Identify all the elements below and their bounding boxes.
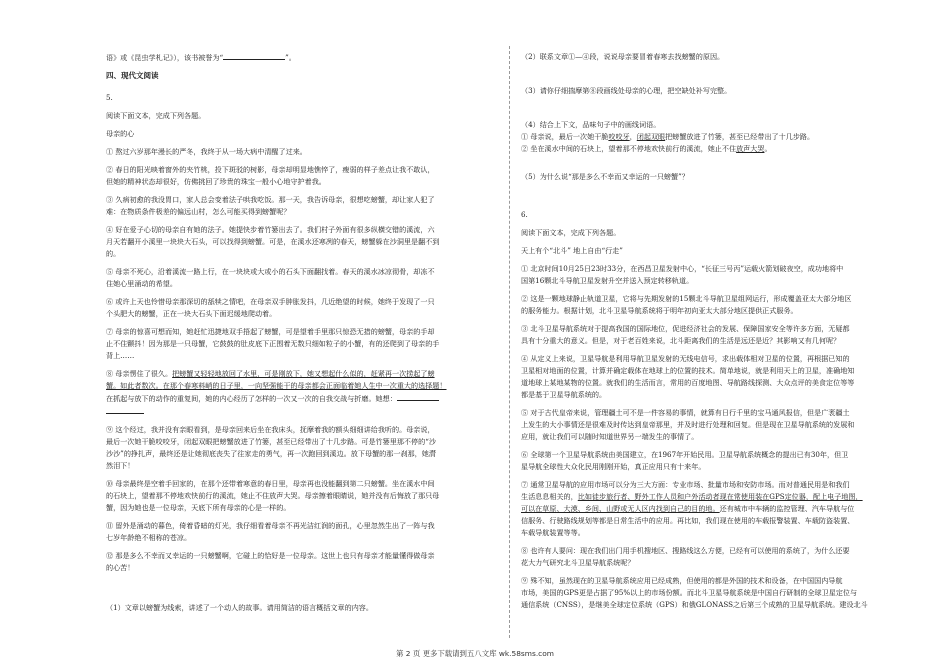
answer-blank[interactable] — [223, 51, 285, 60]
underlined-text: 在那个春寒料峭的日子里，一向坚强能干的母亲都会正面临着她人生中一次重大的选择题！ — [162, 381, 447, 390]
underlined-text: 把螃蟹又轻轻地放回了水里，可是刚放下，她又想起什么似的，赶紧再一次捞起了螃 — [172, 369, 435, 378]
article-title: 母亲的心 — [106, 129, 135, 138]
paragraph: 七岁年龄绝不相称的苍凉。 — [106, 533, 192, 542]
paragraph: 沙沙”的挣扎声，最终还是让她彻底丧失了往家走的勇气，再一次跑回到溪边。放下母蟹的那一刹那，她潸 — [106, 449, 436, 458]
sub-question: （1）文章以螃蟹为线索，讲述了一个动人的故事。请用简洁的语言概括文章的内容。 — [106, 603, 373, 612]
right-column — [521, 0, 911, 640]
paragraph: 的服务能力。根据计划，北斗卫星导航系统将于明年初向亚太大部分地区提供正式服务。 — [521, 306, 798, 315]
underlined-text: 放声大哭 — [736, 144, 765, 153]
paragraph: ⑩ 母亲最终是空着手回家的，在那个还带着寒意的春日里，母亲再也没能翻到第二只螃蟹。坐在溪水中间 — [106, 479, 435, 488]
paragraph: 最后一次她干脆咬咬牙，闭起双眼把螃蟹放进了竹篓，甚至已经带出了十几步路。可是竹篓里那不停的“沙 — [106, 437, 436, 446]
paragraph: 止不住颤抖！因为那是一只母蟹，它鼓鼓的肚皮底下正围着无数只细如粒子的小蟹，有的还爬到了母亲的手 — [106, 339, 440, 348]
sub-question-item: ① 母亲说，最后一次她干脆咬咬牙，闭起双眼把螃蟹放进了竹篓，甚至已经带出了十几步路。 — [521, 132, 815, 141]
paragraph: 星导航全球性大众化民用刚刚开始，真正应用只有十来年。 — [521, 462, 706, 471]
paragraph: 车载导航装置等等。 — [521, 528, 585, 537]
paragraph: 难：在物质条件极差的偏远山村，怎么可能买得到螃蟹呢？ — [106, 207, 291, 216]
paragraph: 生活息息相关的，比如徒步旅行者、野外工作人员和户外活动者现在常使用装在GPS定位器，配上电子地图， — [521, 492, 863, 501]
paragraph: ⑥ 或许上天也怜惜母亲那深切的舐犊之情吧，在母亲双手肿胀发抖，几近绝望的时候，她终于发现了一只 — [106, 297, 435, 306]
previous-question-tail: 语》或《昆虫学札记》），该书被誉为“ ”。 — [106, 53, 296, 62]
paragraph: ⑨ 殊不知，虽然现在的卫星导航系统应用已经成熟，但使用的都是外国的技术和设备，在中国国内导航 — [521, 576, 843, 585]
paragraph: 都是基于卫星导航系统的。 — [521, 390, 607, 399]
paragraph: 市场，美国的GPS更是占据了95%以上的市场份额。而北斗卫星导航系统是中国自行研制的全球卫星定位与 — [521, 588, 858, 597]
paragraph: 花大力气研究北斗卫星导航系统呢？ — [521, 558, 635, 567]
question-intro: 阅读下面文本，完成下列各题。 — [521, 228, 621, 237]
sub-question-item: ② 坐在溪水中间的石块上，望着那不停地欢快前行的溪流，她止不住放声大哭。 — [521, 144, 772, 153]
article-title: 天上有个“北斗” 地上自由“行走” — [521, 246, 623, 255]
paragraph: ③ 北斗卫星导航系统对于提高我国的国际地位，促进经济社会的发展、保障国家安全等许多方面，无疑都 — [521, 324, 850, 333]
paragraph-blank-line — [106, 405, 498, 418]
paragraph: 个头肥大的螃蟹，正在一块大石头下面迟缓地爬动着。 — [106, 309, 277, 318]
paragraph: 卫星相对地面的位置，计算并确定载体在地球上的位置的技术。简单地说，就是利用天上的卫星，准确地知 — [521, 366, 855, 375]
paragraph: ⑨ 这个经过，我并没有亲眼看到，是母亲回来后坐在我床头，抚摩着我的额头细细讲给我听的。母亲说， — [106, 425, 435, 434]
paragraph: ⑫ 那是多么不幸而又幸运的一只螃蟹啊，它碰上的恰好是一位母亲。这世上也只有母亲才能量懂得做母亲 — [106, 551, 435, 560]
paragraph: 的。 — [106, 249, 121, 258]
paragraph: ② 春日的阳光映着窗外的夹竹桃，投下斑驳的树影，母亲却明显地憔悴了，瘦弱的样子差点让我不敢认， — [106, 165, 435, 174]
paragraph: 上发生的大小事情还是很难及时传达到皇帝那里，并及时进行处理和回复。但是现在卫星导航系统的发展和 — [521, 420, 855, 429]
paragraph: ⑦ 母亲的惊喜可想而知，她赶忙迅捷地双手捂起了螃蟹，可是望着手里那只惊恐无措的螃蟹，母亲的手却 — [106, 327, 435, 336]
paragraph: 国第16颗北斗导航卫星发射升空并送入预定转移轨道。 — [521, 276, 694, 285]
paragraph: 具有十分重大的意义。但是，对于老百姓来说，北斗距离我们的生活是远还是近？其影响又有几何呢？ — [521, 336, 841, 345]
answer-blank[interactable] — [106, 405, 144, 414]
paragraph: 的心苦！ — [106, 563, 135, 572]
paragraph: ⑥ 全球第一个卫星导航系统由美国建立，在1967年开始民用。卫星导航系统概念的提出已有30年，但卫 — [521, 450, 849, 459]
paragraph: ⑧ 也许有人要问：现在我们出门用手机搜地区、搜路线这么方便，已经有可以使用的系统了，为什么还要 — [521, 546, 850, 555]
paragraph: 背上…… — [106, 351, 135, 360]
paragraph: ⑤ 母亲不死心，沿着溪流一路上行，在一块块或大或小的石头下面翻找着。春天的溪水冰凉彻骨，却冻不 — [106, 267, 435, 276]
section-title: 四、现代文阅读 — [106, 71, 159, 80]
question-intro: 阅读下面文本，完成下列各题。 — [106, 111, 206, 120]
paragraph: 蟹，因为她也是一位母亲，天底下所有母亲的心是一样的。 — [106, 503, 291, 512]
sub-question: （4）结合上下文，品味句子中的画线词语。 — [521, 120, 661, 129]
left-column — [106, 0, 498, 640]
paragraph: 月天若翻开小溪里一块块大石头，可以找得到螃蟹。可是，在溪水还寒冽的春天，螃蟹躲在沙洞里是翻不到 — [106, 237, 440, 246]
paragraph: ⑧ 母亲愣住了很久。把螃蟹又轻轻地放回了水里，可是刚放下，她又想起什么似的，赶紧再一次捞起了螃 — [106, 369, 435, 378]
paragraph: 但她的精神状态却很好，仿佛挑回了珍贵的珠宝一般小心地守护着我。 — [106, 177, 326, 186]
paragraph: 可以在草原、大漠、乡间、山野或无人区内找到自己的目的地。还有城市中车辆的监控管理、汽车导航与位 — [521, 504, 855, 513]
paragraph: 信服务、行驶路线规划等都是日常生活中的应用。再比如，我们现在使用的车载报警装置、车载防盗装置、 — [521, 516, 855, 525]
paragraph: ① 熬过六岁那年漫长的严冬，我终于从一场大病中清醒了过来。 — [106, 147, 307, 156]
sub-question: （5）为什么说“那是多么不幸而又幸运的一只螃蟹”？ — [521, 172, 689, 181]
paragraph: 通信系统（CNSS），是继美全球定位系统（GPS）和俄GLONASS之后第三个成熟的卫星导航系统。建设北斗 — [521, 600, 868, 609]
column-divider — [509, 46, 510, 638]
paragraph: ⑦ 通常卫星导航的应用市场可以分为三大方面：专业市场、批量市场和安防市场。而对普通民用是和我们 — [521, 480, 850, 489]
underlined-text: 闭起双眼 — [636, 132, 666, 141]
paragraph: 的石块上，望着那不停地欢快前行的溪流，她止不住放声大哭。母亲擦着眼睛说，她并没有后悔放了那只母 — [106, 491, 440, 500]
paragraph: 在抓起与放下的动作的重复间，她的内心经历了怎样的一次又一次的自我交战与折磨。她想： — [106, 392, 498, 405]
sub-question: （2）联系文章①—④段，说说母亲要冒着春寒去找螃蟹的原因。 — [521, 52, 725, 61]
paragraph: ① 北京时间10月25日23时33分，在西昌卫星发射中心，“长征三号丙”运载火箭划破夜空，成功地将中 — [521, 264, 844, 273]
paragraph: 然泪下！ — [106, 461, 135, 470]
underlined-text: 比如徒步旅行者、野外工作人员和户外活动者现在常使用装在GPS定位器，配上电子地图， — [577, 492, 863, 501]
paragraph: ② 这是一颗地球静止轨道卫星，它将与先期发射的15颗北斗导航卫星组网运行，形成覆盖亚太大部分地区 — [521, 294, 852, 303]
underlined-text: 咬咬牙 — [608, 132, 630, 141]
underlined-text: 可以在草原、大漠、乡间、山野或无人区内找到自己的目的地。 — [521, 504, 720, 513]
paragraph: ⑪ 留外是涌动的暮色，倚着昏暗的灯光，我仔细看着母亲不再光洁红润的面孔，心里忽然生出了一阵与我 — [106, 521, 435, 530]
paragraph: 道地球上某地某物的位置。就我们的生活而言，常用的百度地图、导航路线探测、大众点评的美食定位等等 — [521, 378, 855, 387]
paragraph: ④ 从定义上来说，卫星导航是利用导航卫星发射的无线电信号，求出载体相对卫星的位置，再根据已知的 — [521, 354, 850, 363]
paragraph — [106, 380, 498, 392]
paragraph: ⑤ 对于古代皇帝来说，管理疆土可不是一件容易的事情，就算有日行千里的宝马通风报信，但是广袤疆土 — [521, 408, 850, 417]
paragraph: 应用，就让我们可以随时知道世界另一端发生的事情了。 — [521, 432, 699, 441]
paragraph: 住她心里涌动的希望。 — [106, 279, 177, 288]
underlined-text: 蟹。如此者数次。 — [106, 381, 163, 390]
paragraph: ③ 久病初愈的我没胃口，家人总会变着法子哄我吃饭。那一天，我告诉母亲，很想吃螃蟹，却让家人犯了 — [106, 195, 435, 204]
sub-question: （3）请你仔细揣摩第⑧段画线处母亲的心理，把空缺处补写完整。 — [521, 86, 732, 95]
answer-blank[interactable] — [397, 392, 439, 401]
paragraph: ④ 好在爱子心切的母亲自有她的法子。她提快步着竹篓出去了。我们村子外面有很多纵横交错的溪流，六 — [106, 225, 435, 234]
question-number: 5. — [106, 93, 113, 102]
question-number: 6. — [521, 210, 528, 219]
page-footer: 第 2 页 更多下载请到五八文库 wk.58sms.com — [396, 649, 554, 658]
